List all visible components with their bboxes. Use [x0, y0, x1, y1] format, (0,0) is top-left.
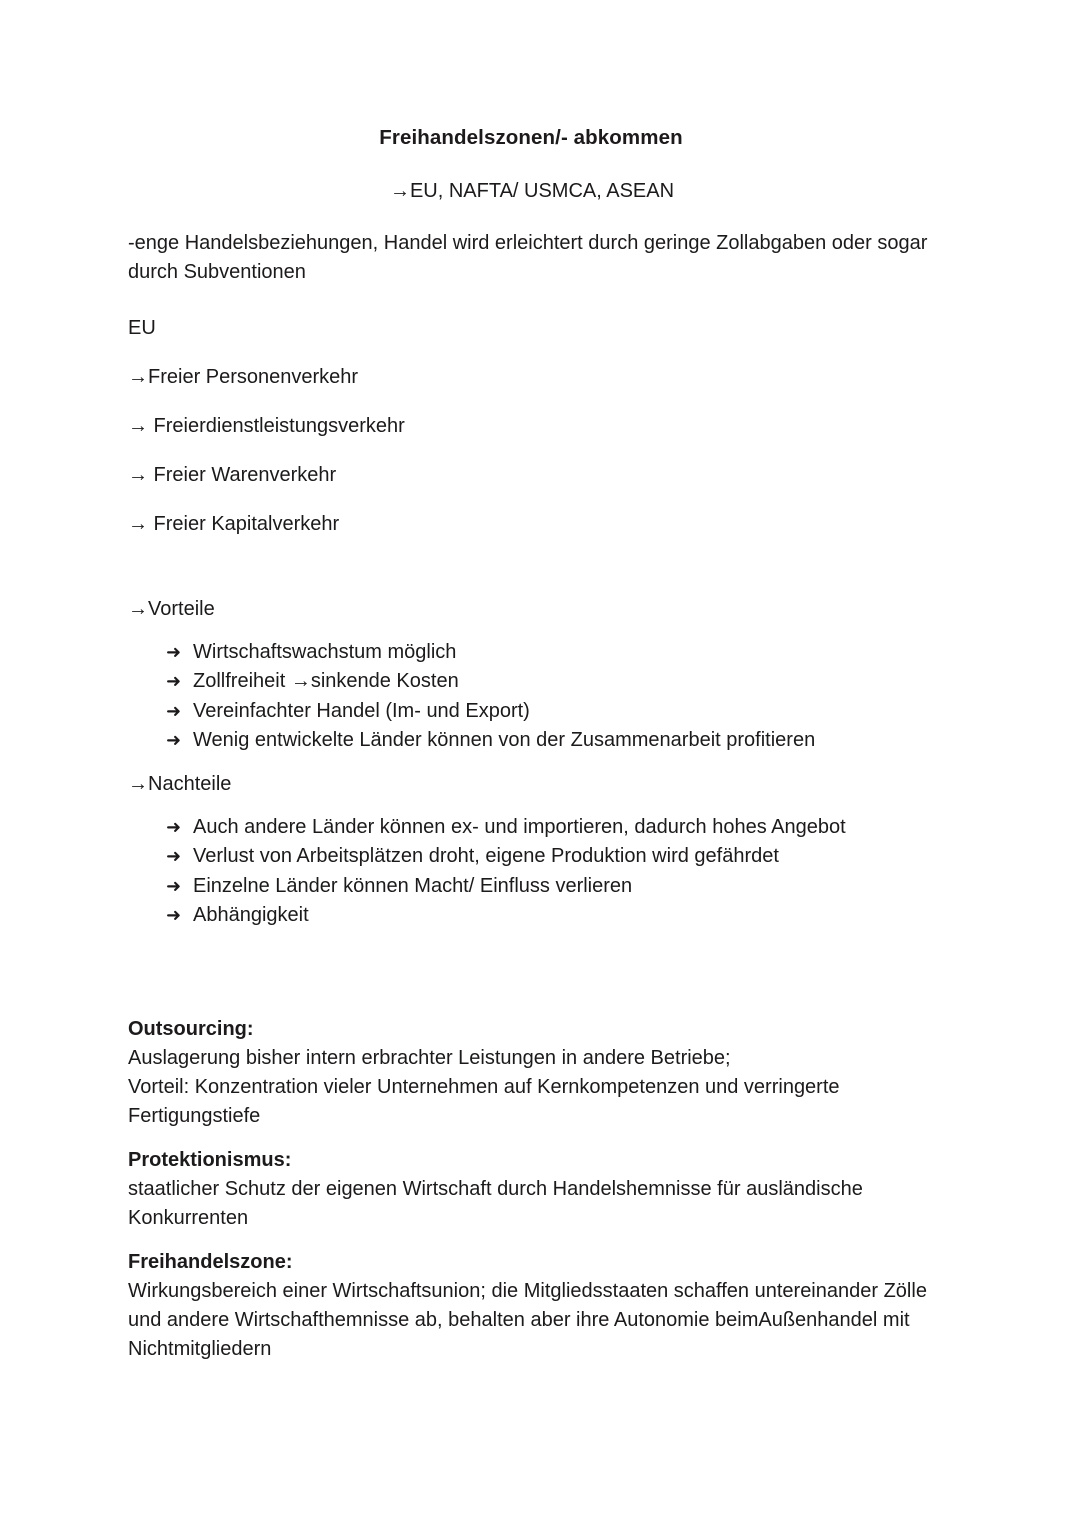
definition-body: Wirkungsbereich einer Wirtschaftsunion; die Mitgliedsstaaten schaffen untereinander Zölle und andere Wirtschafthemnisse ab, behalten aber ihre Autonomie beimAußenhandel mit Nichtmitgliedern: [128, 1279, 927, 1360]
list-item-label: Verlust von Arbeitsplätzen droht, eigene Produktion wird gefährdet: [193, 845, 779, 868]
vorteile-heading: →Vorteile: [128, 597, 215, 620]
definition-term: Outsourcing:: [128, 1017, 254, 1040]
eu-section: [128, 314, 932, 539]
nachteile-section: [128, 770, 932, 931]
list-item: [128, 697, 932, 727]
arrow-bullet-icon: ➜: [166, 730, 182, 752]
list-item: [128, 901, 932, 931]
document-content: [128, 126, 932, 1364]
definition-entry: [128, 1248, 932, 1364]
page-title: Freihandelszonen/- abkommen: [379, 126, 683, 149]
arrow-bullet-icon: ➜: [166, 700, 182, 722]
vorteile-section: [128, 595, 932, 756]
document-subtitle: →EU, NAFTA/ USMCA, ASEAN: [389, 179, 675, 202]
eu-freedom-item: →Freier Personenverkehr: [128, 365, 359, 388]
vorteile-list: [128, 638, 932, 756]
list-item-label: Einzelne Länder können Macht/ Einfluss verlieren: [193, 874, 633, 897]
list-item: [128, 638, 932, 668]
list-item-label: Wenig entwickelte Länder können von der Zusammenarbeit profitieren: [193, 729, 816, 752]
definition-body: Vorteil: Konzentration vieler Unternehmen auf Kernkompetenzen und verringerte Fertigungstiefe: [128, 1075, 840, 1127]
list-item-label: Auch andere Länder können ex- und importieren, dadurch hohes Angebot: [193, 815, 846, 838]
definition-term: Freihandelszone:: [128, 1250, 293, 1273]
list-item: [128, 842, 932, 872]
list-item: [128, 726, 932, 756]
list-item-label: Wirtschaftswachstum möglich: [193, 640, 457, 663]
arrow-bullet-icon: ➜: [166, 846, 182, 868]
definitions-section: [128, 1015, 932, 1364]
arrow-bullet-icon: ➜: [166, 641, 182, 663]
list-item-label: Zollfreiheit →sinkende Kosten: [193, 670, 459, 693]
list-item: [128, 667, 932, 697]
definition-entry: [128, 1015, 932, 1131]
list-item-label: Abhängigkeit: [193, 904, 309, 927]
definition-body: Auslagerung bisher intern erbrachter Leistungen in andere Betriebe;: [128, 1046, 731, 1069]
eu-heading: EU: [128, 316, 156, 339]
list-item: [128, 813, 932, 843]
definition-term: Protektionismus:: [128, 1148, 292, 1171]
definition-body: staatlicher Schutz der eigenen Wirtschaft durch Handelshemnisse für ausländische Konkurrenten: [128, 1177, 863, 1229]
nachteile-list: [128, 813, 932, 931]
arrow-bullet-icon: ➜: [166, 671, 182, 693]
list-item-label: Vereinfachter Handel (Im- und Export): [193, 699, 530, 722]
eu-freedom-item: → Freier Kapitalverkehr: [128, 512, 340, 535]
arrow-bullet-icon: ➜: [166, 875, 182, 897]
eu-freedom-item: → Freier Warenverkehr: [128, 463, 337, 486]
arrow-bullet-icon: ➜: [166, 905, 182, 927]
definition-entry: [128, 1146, 932, 1233]
intro-paragraph: -enge Handelsbeziehungen, Handel wird erleichtert durch geringe Zollabgaben oder sogar durch Subventionen: [128, 231, 928, 283]
arrow-bullet-icon: ➜: [166, 816, 182, 838]
nachteile-heading: →Nachteile: [128, 772, 232, 795]
list-item: [128, 872, 932, 902]
eu-freedom-item: → Freierdienstleistungsverkehr: [128, 414, 405, 437]
